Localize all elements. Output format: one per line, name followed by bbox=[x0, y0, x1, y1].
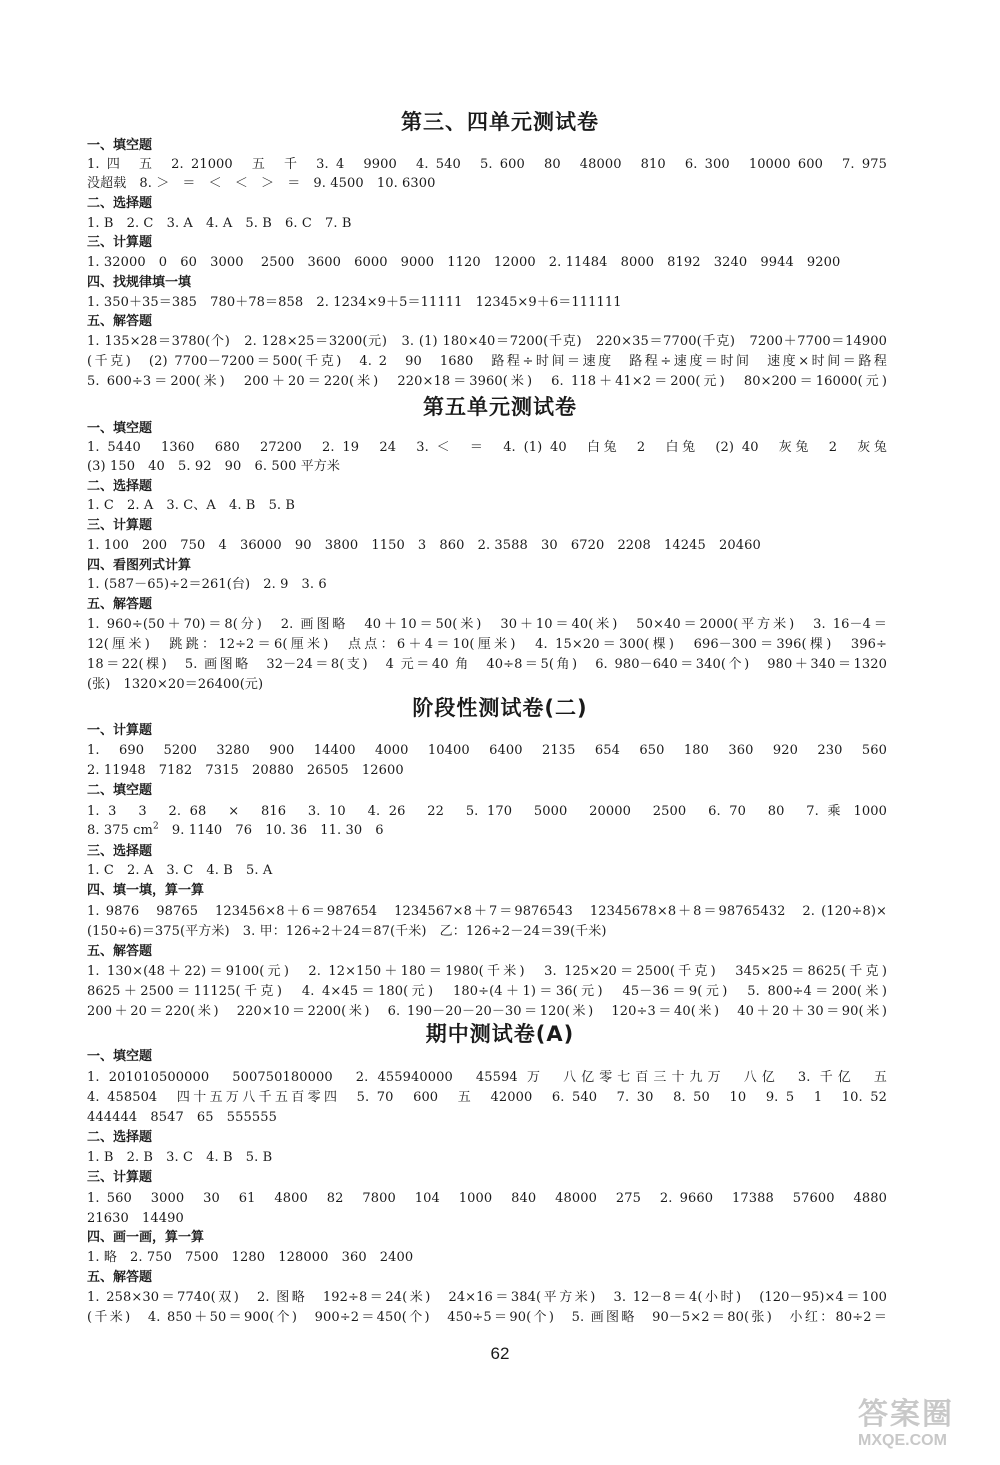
answer-line: 1. 135×28＝3780(个) 2. 128×25＝3200(元) 3. (1) 180×40＝7200(千克) 220×35＝7700(千克) 7200＋7700＝14900 bbox=[87, 334, 887, 349]
page-number: 62 bbox=[490, 1344, 510, 1363]
answer-line: 1. 960÷(50＋70)＝8(分) 2. 画图略 40＋10＝50(米) 30＋10＝40(米) 50×40＝2000(平方米) 3. 16－4＝ bbox=[87, 617, 887, 632]
subheading: 三、计算题 bbox=[87, 518, 153, 533]
answer-line: (千米) 4. 850＋50＝900(个) 900÷2＝450(个) 450÷5＝90(个) 5. 画图略 90－5×2＝80(张) 小红：80÷2＝ bbox=[87, 1310, 887, 1325]
answer-line: 没超载 8. ＞ ＝ ＜ ＜ ＞ ＝ 9. 4500 10. 6300 bbox=[87, 176, 436, 191]
watermark-url: MXQE.COM bbox=[858, 1432, 947, 1449]
section-title-unit-5: 第五单元测试卷 bbox=[423, 395, 577, 419]
answer-line: (张) 1320×20＝26400(元) bbox=[87, 677, 264, 692]
answer-line: 1. (587－65)÷2＝261(台) 2. 9 3. 6 bbox=[87, 577, 327, 592]
superscript: 2 bbox=[153, 821, 159, 832]
watermark bbox=[858, 1398, 993, 1458]
subheading: 三、计算题 bbox=[87, 1170, 153, 1185]
subheading: 四、画一画，算一算 bbox=[87, 1230, 205, 1245]
answer-line: 12(厘米) 跳跳：12÷2＝6(厘米) 点点：6＋4＝10(厘米) 4. 15×20＝300(棵) 696－300＝396(棵) 396÷ bbox=[87, 637, 887, 652]
answer-line: 1. 690 5200 3280 900 14400 4000 10400 6400 2135 654 650 180 360 920 230 560 bbox=[87, 743, 887, 758]
answer-line: 200＋20＝220(米) 220×10＝2200(米) 6. 190－20－20－30＝120(米) 120÷3＝40(米) 40＋20＋30＝90(米) bbox=[87, 1004, 887, 1019]
answer-line: (3) 150 40 5. 92 90 6. 500 平方米 bbox=[87, 459, 341, 474]
subheading: 二、选择题 bbox=[87, 196, 153, 211]
subheading: 五、解答题 bbox=[87, 597, 153, 612]
answer-line: 1. 201010500000 500750180000 2. 455940000 45594 万 八亿零七百三十九万 八亿 3. 千亿 五 bbox=[87, 1070, 887, 1085]
subheading: 五、解答题 bbox=[87, 1270, 153, 1285]
answer-line: 18＝22(棵) 5. 画图略 32－24＝8(支) 4 元＝40 角 40÷8＝5(角) 6. 980－640＝340(个) 980＋340＝1320 bbox=[87, 657, 887, 672]
answer-line: 1. 32000 0 60 3000 2500 3600 6000 9000 1120 12000 2. 11484 8000 8192 3240 9944 9200 bbox=[87, 255, 841, 270]
subheading: 一、填空题 bbox=[87, 421, 153, 436]
subheading: 二、选择题 bbox=[87, 479, 153, 494]
section-title-midterm-a: 期中测试卷(A) bbox=[425, 1022, 575, 1046]
answer-line: 1. B 2. B 3. C 4. B 5. B bbox=[87, 1150, 273, 1165]
answer-line: 4. 458504 四十五万八千五百零四 5. 70 600 五 42000 6. 540 7. 30 8. 50 10 9. 5 1 10. 52 bbox=[87, 1090, 887, 1105]
subheading: 一、填空题 bbox=[87, 1049, 153, 1064]
subheading: 四、找规律填一填 bbox=[87, 275, 192, 290]
answer-line: 8625＋2500＝11125(千克) 4. 4×45＝180(元) 180÷(4＋1)＝36(元) 45－36＝9(元) 5. 800÷4＝200(米) bbox=[87, 984, 887, 999]
subheading: 二、填空题 bbox=[87, 783, 153, 798]
answer-line: 444444 8547 65 555555 bbox=[87, 1110, 277, 1125]
answer-line: 2. 11948 7182 7315 20880 26505 12600 bbox=[87, 763, 404, 778]
watermark-logo: 答案圈 bbox=[858, 1398, 954, 1431]
answer-line: 21630 14490 bbox=[87, 1211, 184, 1226]
answer-line: 1. 258×30＝7740(双) 2. 图略 192÷8＝24(米) 24×16＝384(平方米) 3. 12－8＝4(小时) (120－95)×4＝100 bbox=[87, 1290, 887, 1305]
answer-line: 1. 四 五 2. 21000 五 千 3. 4 9900 4. 540 5. 600 80 48000 810 6. 300 10000 600 7. 975 bbox=[87, 157, 887, 172]
answer-line bbox=[87, 819, 887, 838]
section-title-stage-test-2: 阶段性测试卷(二) bbox=[412, 696, 588, 720]
answer-line: 1. 3 3 2. 68 × 816 3. 10 4. 26 22 5. 170 5000 20000 2500 6. 70 80 7. 乘 1000 bbox=[87, 804, 887, 819]
answer-line: 1. B 2. C 3. A 4. A 5. B 6. C 7. B bbox=[87, 216, 352, 231]
answer-line: 1. 9876 98765 123456×8＋6＝987654 1234567×8＋7＝9876543 12345678×8＋8＝98765432 2. (120÷8)× bbox=[87, 904, 887, 919]
answer-line: (150÷6)＝375(平方米) 3. 甲：126÷2＋24＝87(千米) 乙：126÷2－24＝39(千米) bbox=[87, 924, 607, 939]
section-title-units-3-4: 第三、四单元测试卷 bbox=[401, 110, 599, 134]
answer-line: 1. C 2. A 3. C 4. B 5. A bbox=[87, 863, 273, 878]
subheading: 二、选择题 bbox=[87, 1130, 153, 1145]
answer-line: 5. 600÷3＝200(米) 200＋20＝220(米) 220×18＝3960(米) 6. 118＋41×2＝200(元) 80×200＝16000(元) bbox=[87, 374, 887, 389]
subheading: 四、填一填，算一算 bbox=[87, 883, 205, 898]
answer-line: 1. 130×(48＋22)＝9100(元) 2. 12×150＋180＝1980(千米) 3. 125×20＝2500(千克) 345×25＝8625(千克) bbox=[87, 964, 887, 979]
answer-line: 1. 略 2. 750 7500 1280 128000 360 2400 bbox=[87, 1250, 414, 1265]
answer-line: 1. 560 3000 30 61 4800 82 7800 104 1000 840 48000 275 2. 9660 17388 57600 4880 bbox=[87, 1191, 887, 1206]
answer-line: (千克) (2) 7700－7200＝500(千克) 4. 2 90 1680 路程÷时间＝速度 路程÷速度＝时间 速度×时间＝路程 bbox=[87, 354, 887, 369]
answer-line: 1. 5440 1360 680 27200 2. 19 24 3. ＜ ＝ 4. (1) 40 白兔 2 白兔 (2) 40 灰兔 2 灰兔 bbox=[87, 440, 887, 455]
answer-line: 1. C 2. A 3. C、A 4. B 5. B bbox=[87, 498, 296, 513]
subheading: 一、计算题 bbox=[87, 723, 153, 738]
answer-text: 9. 1140 76 10. 36 11. 30 6 bbox=[158, 823, 384, 838]
answer-line: 1. 100 200 750 4 36000 90 3800 1150 3 860 2. 3588 30 6720 2208 14245 20460 bbox=[87, 538, 761, 553]
subheading: 一、填空题 bbox=[87, 138, 153, 153]
subheading: 三、计算题 bbox=[87, 235, 153, 250]
answer-text: 8. 375 cm bbox=[87, 823, 153, 838]
answer-line: 1. 350＋35＝385 780＋78＝858 2. 1234×9＋5＝11111 12345×9＋6＝111111 bbox=[87, 295, 622, 310]
subheading: 五、解答题 bbox=[87, 944, 153, 959]
subheading: 三、选择题 bbox=[87, 844, 153, 859]
subheading: 五、解答题 bbox=[87, 314, 153, 329]
subheading: 四、看图列式计算 bbox=[87, 558, 192, 573]
